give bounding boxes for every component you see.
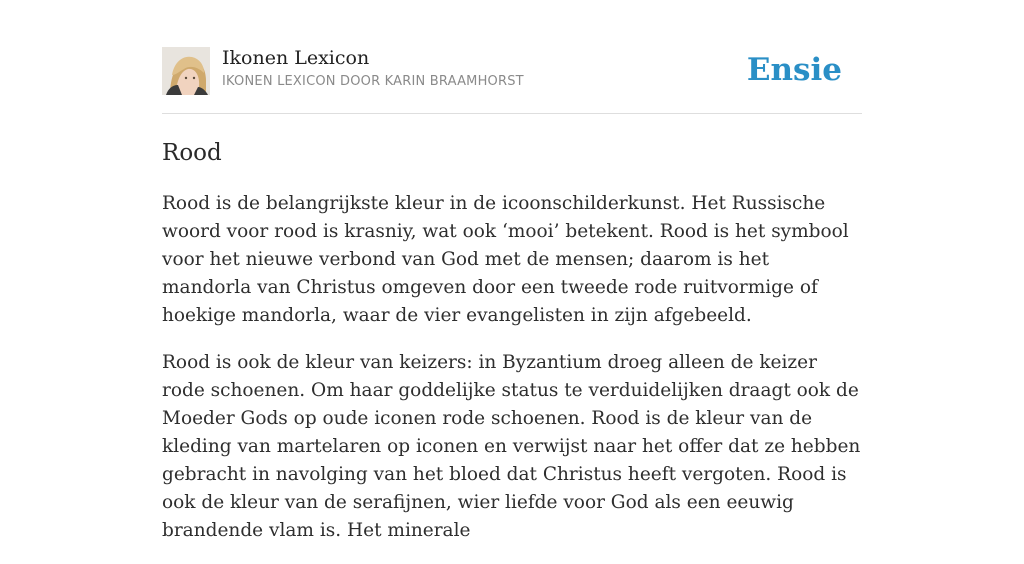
- author-avatar[interactable]: [162, 47, 210, 95]
- article-body: [162, 190, 862, 545]
- author-header: [162, 45, 862, 114]
- article-paragraph: Rood is ook de kleur van keizers: in Byzantium droeg alleen de keizer rode schoenen. Om haar goddelijke status te verduidelijken draagt ook de Moeder Gods op oude iconen rode schoenen. Rood is de kleur van de kleding van martelaren op iconen en verwijst naar het offer dat ze hebben gebracht in navolging van het bloed dat Christus heeft vergoten. Rood is ook de kleur van de serafijnen, wier liefde voor God als een eeuwig brandende vlam is. Het minerale: [162, 352, 861, 541]
- article-paragraph: Rood is de belangrijkste kleur in de icoonschilderkunst. Het Russische woord voor rood is krasniy, wat ook ‘mooi’ betekent. Rood is het symbool voor het nieuwe verbond van God met de mensen; daarom is het mandorla van Christus omgeven door een tweede rode ruitvormige of hoekige mandorla, waar de vier evangelisten in zijn afgebeeld.: [162, 193, 849, 326]
- author-subtitle: IKONEN LEXICON DOOR KARIN BRAAMHORST: [222, 74, 524, 89]
- author-name[interactable]: Ikonen Lexicon: [222, 47, 370, 69]
- page-title: Rood: [162, 140, 222, 166]
- author-portrait-icon: [162, 47, 210, 95]
- article: [162, 136, 862, 564]
- ensie-logo[interactable]: Ensie: [746, 52, 842, 88]
